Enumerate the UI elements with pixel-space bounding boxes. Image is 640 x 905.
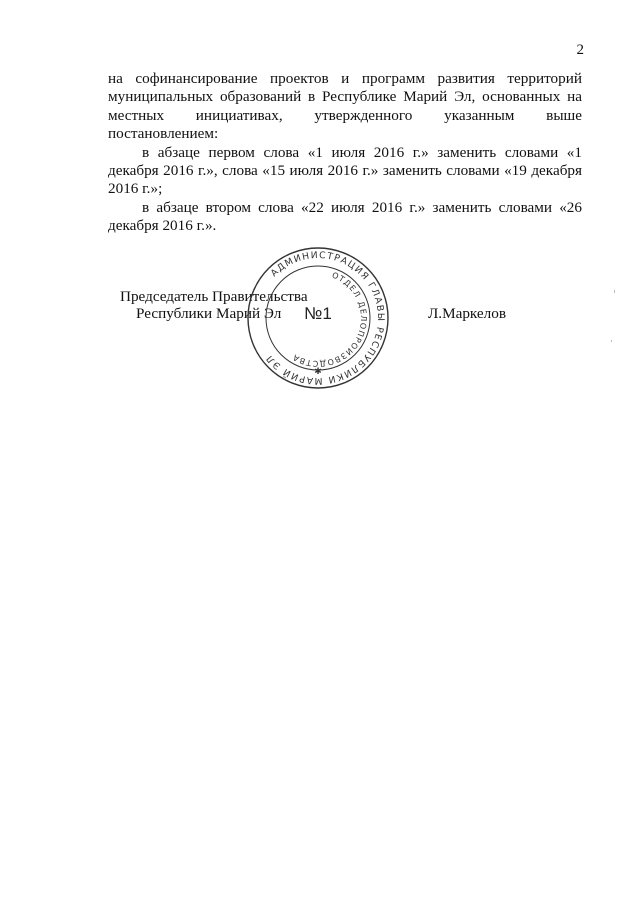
stamp-star-icon: ✱ [314,367,322,377]
stamp-inner-text: ОТДЕЛ ДЕЛОПРОИЗВОДСТВА [290,270,369,369]
paragraph-2: в абзаце первом слова «1 июля 2016 г.» заменить словами «1 декабря 2016 г.», слова «15 июля 2016 г.» заменить словами «19 декабря 2016 г.»; [108,143,582,198]
paragraph-3: в абзаце втором слова «22 июля 2016 г.» заменить словами «26 декабря 2016 г.». [108,198,582,235]
page-number: 2 [576,42,584,58]
scan-speck [614,290,615,293]
paragraph-1: на софинансирование проектов и программ развития территорий муниципальных образований в Республике Марий Эл, основанных на местных инициативах, утвержденного указанным выше постановлением: [108,70,582,143]
signatory-name: Л.Маркелов [428,305,507,322]
stamp-number: №1 [304,304,332,323]
signatory-title-line-2: Республики Марий Эл [136,305,282,322]
scan-speck [611,340,612,342]
stamp-outer-text: АДМИНИСТРАЦИЯ ГЛАВЫ РЕСПУБЛИКИ МАРИЙ ЭЛ [263,249,387,387]
signatory-title-line-1: Председатель Правительства [120,288,308,305]
body-text [108,70,582,236]
official-stamp [246,246,390,390]
